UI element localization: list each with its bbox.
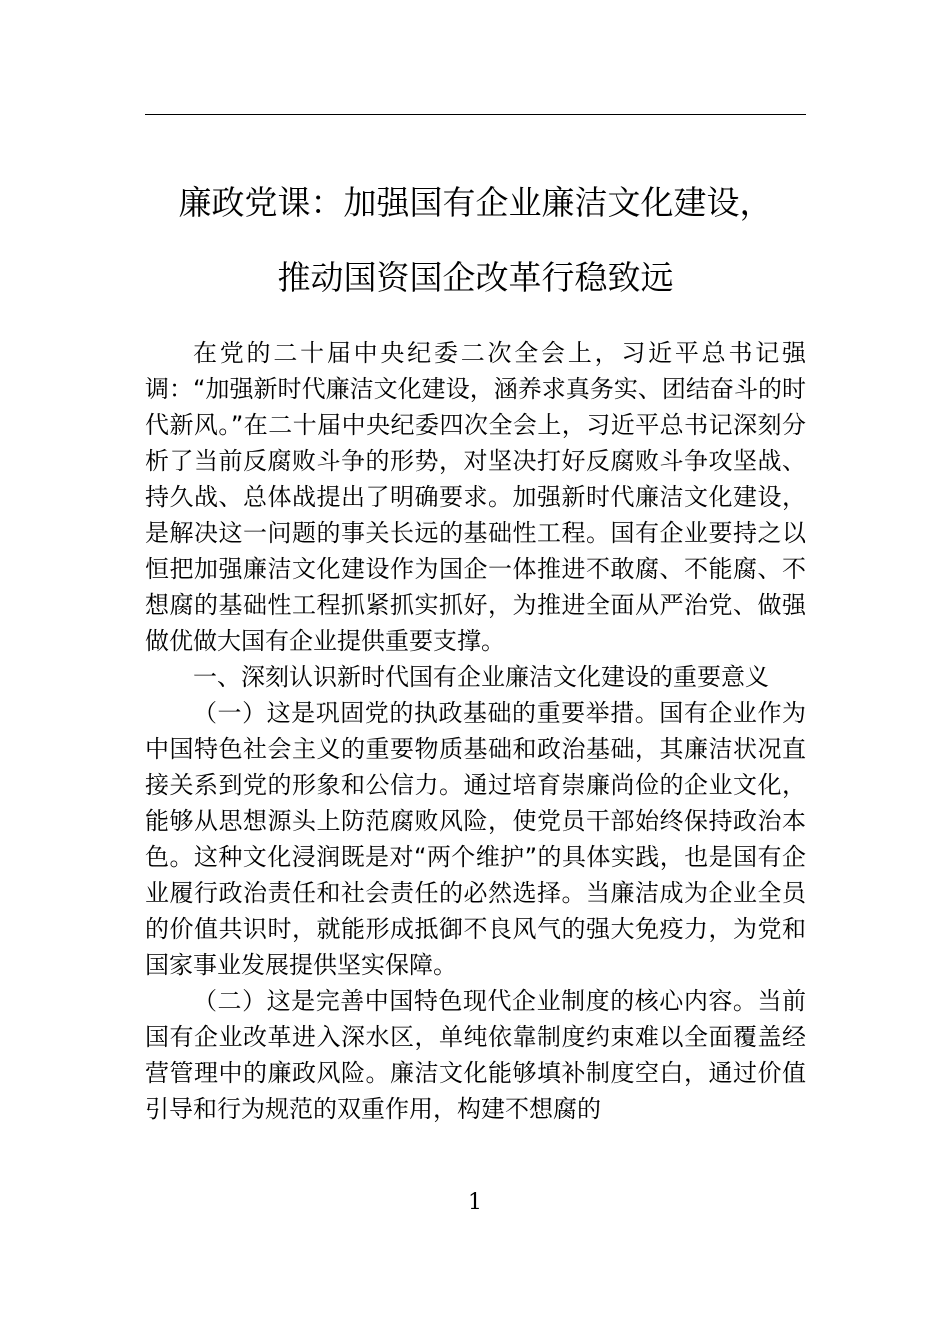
page-number: 1 (468, 1190, 482, 1215)
section-heading-1: 一、深刻认识新时代国有企业廉洁文化建设的重要意义 (193, 663, 769, 691)
document-body (145, 335, 806, 1127)
document-title (145, 165, 806, 315)
title-line-1: 廉政党课：加强国有企业廉洁文化建设， (178, 183, 773, 222)
body-paragraph-1: （一）这是巩固党的执政基础的重要举措。国有企业作为中国特色社会主义的重要物质基础和政治基础，其廉洁状况直接关系到党的形象和公信力。通过培育崇廉尚俭的企业文化，能够从思想源头上防范腐败风险，使党员干部始终保持政治本色。这种文化浸润既是对“两个维护”的具体实践，也是国有企业履行政治责任和社会责任的必然选择。当廉洁成为企业全员的价值共识时，就能形成抵御不良风气的强大免疫力，为党和国家事业发展提供坚实保障。 (145, 699, 806, 979)
header-rule (145, 114, 806, 115)
body-paragraph-2: （二）这是完善中国特色现代企业制度的核心内容。当前国有企业改革进入深水区，单纯依靠制度约束难以全面覆盖经营管理中的廉政风险。廉洁文化能够填补制度空白，通过价值引导和行为规范的双重作用，构建不想腐的 (145, 987, 806, 1123)
intro-paragraph: 在党的二十届中央纪委二次全会上，习近平总书记强调：“加强新时代廉洁文化建设，涵养求真务实、团结奋斗的时代新风。”在二十届中央纪委四次全会上，习近平总书记深刻分析了当前反腐败斗争的形势，对坚决打好反腐败斗争攻坚战、持久战、总体战提出了明确要求。加强新时代廉洁文化建设，是解决这一问题的事关长远的基础性工程。国有企业要持之以恒把加强廉洁文化建设作为国企一体推进不敢腐、不能腐、不想腐的基础性工程抓紧抓实抓好，为推进全面从严治党、做强做优做大国有企业提供重要支撑。 (145, 339, 806, 655)
title-line-2: 推动国资国企改革行稳致远 (277, 258, 674, 297)
